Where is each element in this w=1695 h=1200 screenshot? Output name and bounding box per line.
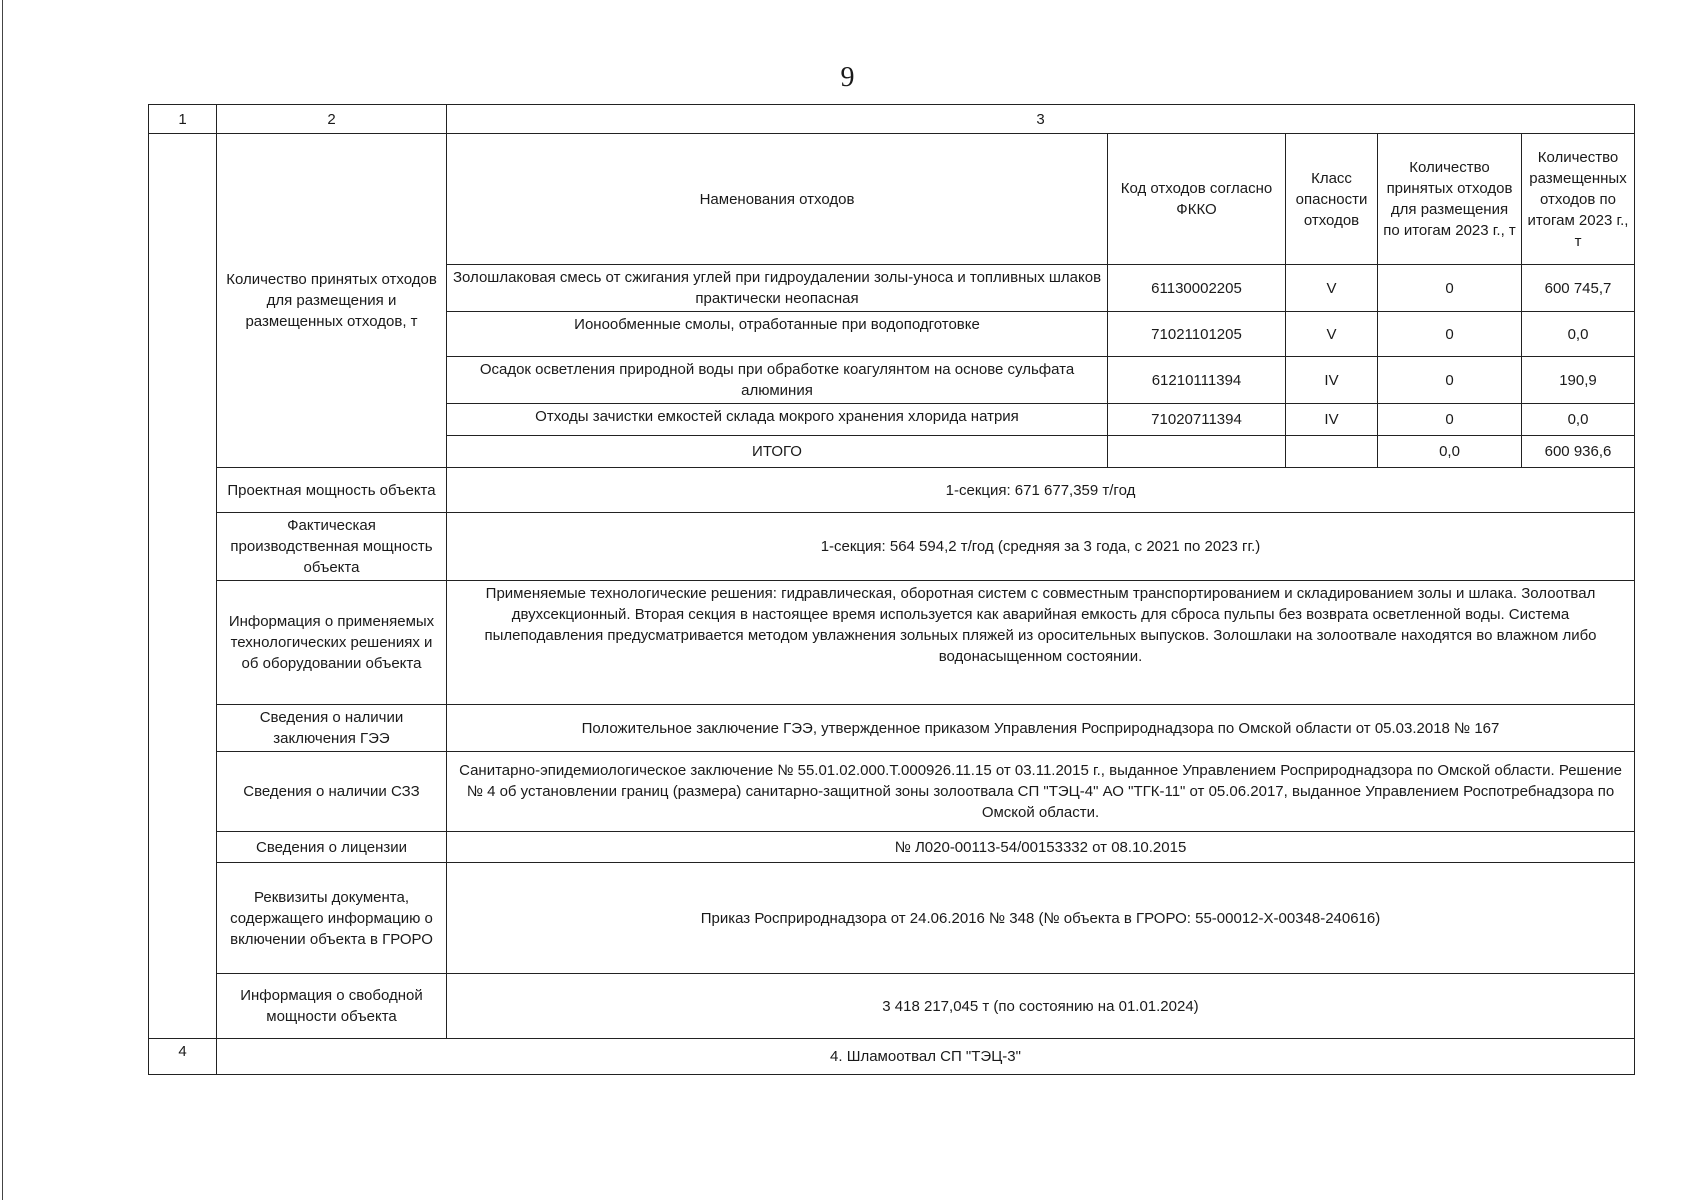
info-label: Сведения о наличии заключения ГЭЭ	[217, 705, 447, 752]
info-label: Информация о свободной мощности объекта	[217, 974, 447, 1039]
waste-code: 61130002205	[1108, 265, 1286, 312]
waste-accepted: 0	[1378, 404, 1522, 436]
waste-name: Ионообменные смолы, отработанные при водоподготовке	[447, 312, 1108, 357]
next-section-row	[149, 1039, 1635, 1075]
info-value: 3 418 217,045 т (по состоянию на 01.01.2024)	[447, 974, 1635, 1039]
waste-accepted: 0	[1378, 357, 1522, 404]
waste-accepted: 0	[1378, 265, 1522, 312]
waste-code: 71021101205	[1108, 312, 1286, 357]
info-row-gee	[149, 705, 1635, 752]
waste-placed: 190,9	[1522, 357, 1635, 404]
waste-name: Осадок осветления природной воды при обработке коагулянтом на основе сульфата алюминия	[447, 357, 1108, 404]
info-row-groro	[149, 863, 1635, 974]
waste-total-label: ИТОГО	[447, 436, 1108, 468]
info-row-technology	[149, 581, 1635, 705]
info-row-actual-capacity	[149, 513, 1635, 581]
waste-total-code	[1108, 436, 1286, 468]
col-fkko-code: Код отходов согласно ФККО	[1108, 134, 1286, 265]
col-accepted: Количество принятых отходов для размещения по итогам 2023 г., т	[1378, 134, 1522, 265]
info-row-free-capacity	[149, 974, 1635, 1039]
waste-name: Отходы зачистки емкостей склада мокрого хранения хлорида натрия	[447, 404, 1108, 436]
next-section-title: 4. Шламоотвал СП "ТЭЦ-3"	[217, 1039, 1635, 1075]
header-row	[149, 105, 1635, 134]
info-value: 1-секция: 564 594,2 т/год (средняя за 3 года, с 2021 по 2023 гг.)	[447, 513, 1635, 581]
info-label: Информация о применяемых технологических решениях и об оборудовании объекта	[217, 581, 447, 705]
waste-name: Золошлаковая смесь от сжигания углей при гидроудалении золы-уноса и топливных шлаков практически неопасная	[447, 265, 1108, 312]
info-row-szz	[149, 752, 1635, 832]
info-value: Положительное заключение ГЭЭ, утвержденное приказом Управления Росприроднадзора по Омской области от 05.03.2018 № 167	[447, 705, 1635, 752]
info-row-license	[149, 832, 1635, 863]
waste-class: V	[1286, 265, 1378, 312]
waste-placed: 0,0	[1522, 312, 1635, 357]
row-number-cell	[149, 134, 217, 1039]
header-col-1: 1	[149, 105, 217, 134]
waste-row-label	[217, 134, 447, 468]
col-waste-name: Наменования отходов	[447, 134, 1108, 265]
header-col-3: 3	[447, 105, 1635, 134]
waste-class: V	[1286, 312, 1378, 357]
waste-class: IV	[1286, 404, 1378, 436]
info-label: Проектная мощность объекта	[217, 468, 447, 513]
waste-facility-table	[148, 104, 1635, 1075]
page-number: 9	[840, 62, 855, 93]
waste-class: IV	[1286, 357, 1378, 404]
waste-code: 71020711394	[1108, 404, 1286, 436]
waste-accepted: 0	[1378, 312, 1522, 357]
waste-total-accepted: 0,0	[1378, 436, 1522, 468]
waste-total-placed: 600 936,6	[1522, 436, 1635, 468]
info-row-design-capacity	[149, 468, 1635, 513]
info-value: Применяемые технологические решения: гидравлическая, оборотная систем с совместным транспортированием и складированием золы и шлака. Золоотвал двухсекционный. Вторая секция в настоящее время используется как аварийная емкость для сброса пульпы без возврата осветленной воды. Система пылеподавления предусматривается методом увлажнения зольных пляжей из оросительных выпусков. Золошлаки на золоотвале находятся во влажном либо водонасыщенном состоянии.	[447, 581, 1635, 705]
col-hazard-class: Класс опасности отходов	[1286, 134, 1378, 265]
waste-placed: 600 745,7	[1522, 265, 1635, 312]
info-value: Санитарно-эпидемиологическое заключение № 55.01.02.000.Т.000926.11.15 от 03.11.2015 г., выданное Управлением Росприроднадзора по Омской области. Решение № 4 об установлении границ (размера) санитарно-защитной зоны золоотвала СП "ТЭЦ-4" АО "ТГК-11" от 05.06.2017, выданное Управлением Роспотребнадзора по Омской области.	[447, 752, 1635, 832]
page-edge-line	[2, 0, 3, 1200]
waste-placed: 0,0	[1522, 404, 1635, 436]
waste-total-class	[1286, 436, 1378, 468]
next-section-number: 4	[149, 1039, 217, 1075]
info-value: № Л020-00113-54/00153332 от 08.10.2015	[447, 832, 1635, 863]
info-label: Сведения о лицензии	[217, 832, 447, 863]
waste-columns-row	[149, 134, 1635, 265]
info-label: Реквизиты документа, содержащего информацию о включении объекта в ГРОРО	[217, 863, 447, 974]
info-label: Сведения о наличии СЗЗ	[217, 752, 447, 832]
info-value: Приказ Росприроднадзора от 24.06.2016 № 348 (№ объекта в ГРОРО: 55-00012-Х-00348-240616)	[447, 863, 1635, 974]
info-value: 1-секция: 671 677,359 т/год	[447, 468, 1635, 513]
header-col-2: 2	[217, 105, 447, 134]
waste-code: 61210111394	[1108, 357, 1286, 404]
info-label: Фактическая производственная мощность объекта	[217, 513, 447, 581]
col-placed: Количество размещенных отходов по итогам 2023 г., т	[1522, 134, 1635, 265]
waste-row-label-text: Количество принятых отходов для размещения и размещенных отходов, т	[226, 271, 437, 330]
